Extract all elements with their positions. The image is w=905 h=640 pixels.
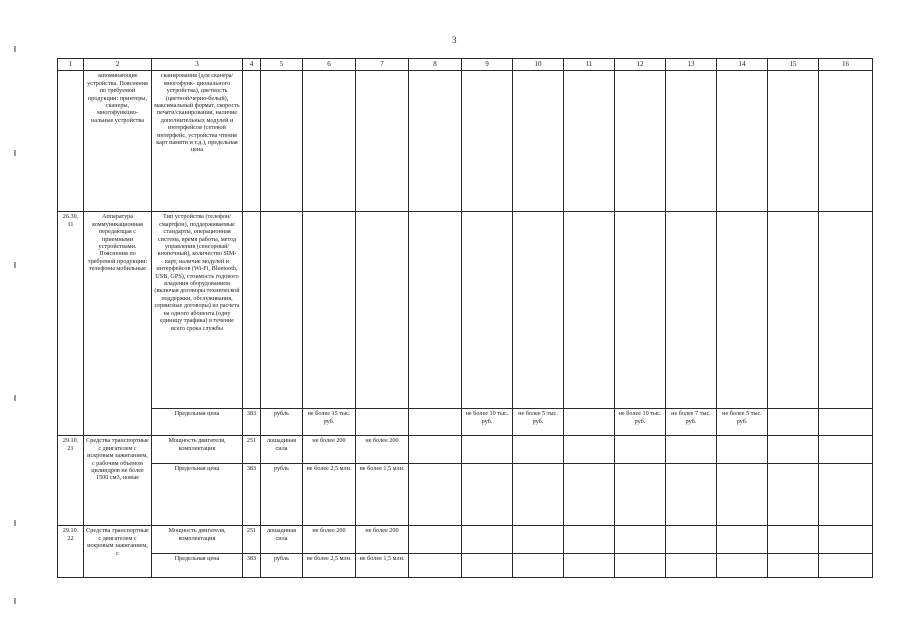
value-cell: не более 10 тыс. руб.	[462, 409, 513, 436]
margin-mark	[14, 262, 16, 268]
column-header: 1	[58, 59, 84, 71]
value-cell	[564, 409, 615, 436]
header-row	[58, 59, 873, 71]
value-cell	[409, 436, 462, 464]
value-cell: не более 2,5 млн.	[303, 554, 356, 578]
column-header: 12	[615, 59, 666, 71]
value-cell	[717, 212, 768, 409]
value-cell	[513, 464, 564, 526]
value-cell	[768, 554, 819, 578]
value-cell	[513, 554, 564, 578]
margin-mark	[14, 598, 16, 604]
column-header: 11	[564, 59, 615, 71]
value-cell	[768, 526, 819, 554]
value-cell	[768, 436, 819, 464]
table-row	[58, 71, 873, 212]
value-cell	[717, 436, 768, 464]
value-cell	[356, 212, 409, 409]
value-cell: 383	[243, 554, 261, 578]
column-header: 5	[261, 59, 303, 71]
value-cell	[356, 71, 409, 212]
value-cell: лошадиная сила	[261, 436, 303, 464]
value-cell	[819, 554, 873, 578]
column-header: 4	[243, 59, 261, 71]
value-cell	[243, 71, 261, 212]
value-cell	[462, 554, 513, 578]
value-cell	[819, 409, 873, 436]
okpd-code-cell: 26.30. 11	[58, 212, 84, 436]
value-cell	[615, 436, 666, 464]
value-cell: не более 5 тыс. руб.	[717, 409, 768, 436]
margin-mark	[14, 520, 16, 526]
value-cell: 383	[243, 464, 261, 526]
value-cell	[303, 212, 356, 409]
value-cell	[615, 526, 666, 554]
value-cell: не более 1,5 млн.	[356, 554, 409, 578]
table-row	[58, 409, 873, 436]
value-cell	[462, 436, 513, 464]
column-header: 6	[303, 59, 356, 71]
value-cell	[513, 526, 564, 554]
value-cell	[819, 526, 873, 554]
value-cell: не более 200	[356, 526, 409, 554]
value-cell: 251	[243, 526, 261, 554]
value-cell	[819, 212, 873, 409]
value-cell	[768, 212, 819, 409]
value-cell	[666, 554, 717, 578]
value-cell	[564, 436, 615, 464]
value-cell	[717, 464, 768, 526]
product-name-cell: Средства транспортные с двигателем с искровым зажиганием, с рабочим объемом цилиндров не более 1500 см3, новые	[84, 436, 152, 526]
characteristic-cell: Предельная цена	[152, 554, 243, 578]
value-cell: не более 15 тыс. руб.	[303, 409, 356, 436]
value-cell	[462, 526, 513, 554]
value-cell	[564, 526, 615, 554]
value-cell	[356, 409, 409, 436]
product-name-cell: Аппаратура коммуникационная передающая с приемными устройствами. Пояснения по требуемой продукции: телефоны мобильные	[84, 212, 152, 436]
value-cell	[462, 212, 513, 409]
okpd-code-cell: 29.10. 21	[58, 436, 84, 526]
margin-mark	[14, 395, 16, 401]
value-cell	[513, 436, 564, 464]
value-cell	[513, 71, 564, 212]
column-header: 13	[666, 59, 717, 71]
value-cell: не более 7 тыс. руб.	[666, 409, 717, 436]
value-cell	[717, 71, 768, 212]
value-cell	[243, 212, 261, 409]
value-cell	[564, 212, 615, 409]
value-cell	[819, 71, 873, 212]
value-cell: рубль	[261, 409, 303, 436]
value-cell: рубль	[261, 464, 303, 526]
value-cell: не более 200	[356, 436, 409, 464]
value-cell	[462, 71, 513, 212]
value-cell	[717, 554, 768, 578]
value-cell: не более 2,5 млн.	[303, 464, 356, 526]
value-cell	[768, 71, 819, 212]
value-cell: не более 200	[303, 436, 356, 464]
characteristic-cell: Предельная цена	[152, 409, 243, 436]
table-row	[58, 464, 873, 526]
value-cell	[666, 71, 717, 212]
value-cell	[261, 71, 303, 212]
value-cell	[666, 436, 717, 464]
value-cell	[666, 212, 717, 409]
value-cell: не более 10 тыс. руб.	[615, 409, 666, 436]
value-cell	[409, 409, 462, 436]
margin-mark	[14, 46, 16, 52]
okpd-code-cell	[58, 71, 84, 212]
margin-mark	[14, 150, 16, 156]
requirements-table	[57, 58, 873, 578]
characteristic-cell: сканирования (для сканера/многофунк- ционального устройства), цветность (цветной/черно-белый), максимальный формат, скорость печати/сканирования, наличие дополнительных модулей и интерфейсов (сетевой интерфейс, устройства чтения карт памяти и т.д.), предельная цена	[152, 71, 243, 212]
value-cell	[819, 464, 873, 526]
value-cell	[409, 526, 462, 554]
column-header: 9	[462, 59, 513, 71]
value-cell	[564, 464, 615, 526]
value-cell	[564, 71, 615, 212]
value-cell	[513, 212, 564, 409]
value-cell	[261, 212, 303, 409]
value-cell	[409, 554, 462, 578]
value-cell: не более 200	[303, 526, 356, 554]
value-cell: 383	[243, 409, 261, 436]
table-row	[58, 212, 873, 409]
table-row	[58, 554, 873, 578]
value-cell: рубль	[261, 554, 303, 578]
value-cell	[409, 212, 462, 409]
column-header: 7	[356, 59, 409, 71]
value-cell	[409, 464, 462, 526]
column-header: 8	[409, 59, 462, 71]
value-cell	[717, 526, 768, 554]
value-cell	[819, 436, 873, 464]
column-header: 15	[768, 59, 819, 71]
value-cell	[666, 464, 717, 526]
column-header: 2	[84, 59, 152, 71]
product-name-cell: Средства транспортные с двигателем с искровым зажиганием, с	[84, 526, 152, 578]
value-cell: лошадиная сила	[261, 526, 303, 554]
column-header: 10	[513, 59, 564, 71]
characteristic-cell: Тип устройства (телефон/смартфон), поддерживаемые стандарты, операционная система, время работы, метод управления (сенсорный/кнопочный), количество SIM-карт, наличие модулей и интерфейсов (Wi-Fi, Bluetooth, USB, GPS), стоимость годового владения оборудованием (включая договоры технической поддержки, обслуживания, сервисные договоры) из расчета на одного абонента (одну единицу трафика) в течение всего срока службы	[152, 212, 243, 409]
column-header: 16	[819, 59, 873, 71]
product-name-cell: запоминающие устройства. Пояснения по требуемой продукции: принтеры, сканеры, многофункцио- нальные устройства	[84, 71, 152, 212]
value-cell: не более 5 тыс. руб.	[513, 409, 564, 436]
value-cell	[615, 554, 666, 578]
characteristic-cell: Мощность двигателя, комплектация	[152, 526, 243, 554]
characteristic-cell: Мощность двигателя, комплектация	[152, 436, 243, 464]
value-cell: 251	[243, 436, 261, 464]
table-row	[58, 436, 873, 464]
table-row	[58, 526, 873, 554]
value-cell	[768, 409, 819, 436]
value-cell	[564, 554, 615, 578]
value-cell	[615, 464, 666, 526]
value-cell	[409, 71, 462, 212]
column-header: 3	[152, 59, 243, 71]
value-cell: не более 1,5 млн.	[356, 464, 409, 526]
value-cell	[666, 526, 717, 554]
characteristic-cell: Предельная цена	[152, 464, 243, 526]
page-number: 3	[452, 35, 457, 45]
value-cell	[462, 464, 513, 526]
value-cell	[615, 71, 666, 212]
value-cell	[615, 212, 666, 409]
column-header: 14	[717, 59, 768, 71]
table-body	[58, 71, 873, 578]
okpd-code-cell: 29.10. 22	[58, 526, 84, 578]
value-cell	[768, 464, 819, 526]
value-cell	[303, 71, 356, 212]
